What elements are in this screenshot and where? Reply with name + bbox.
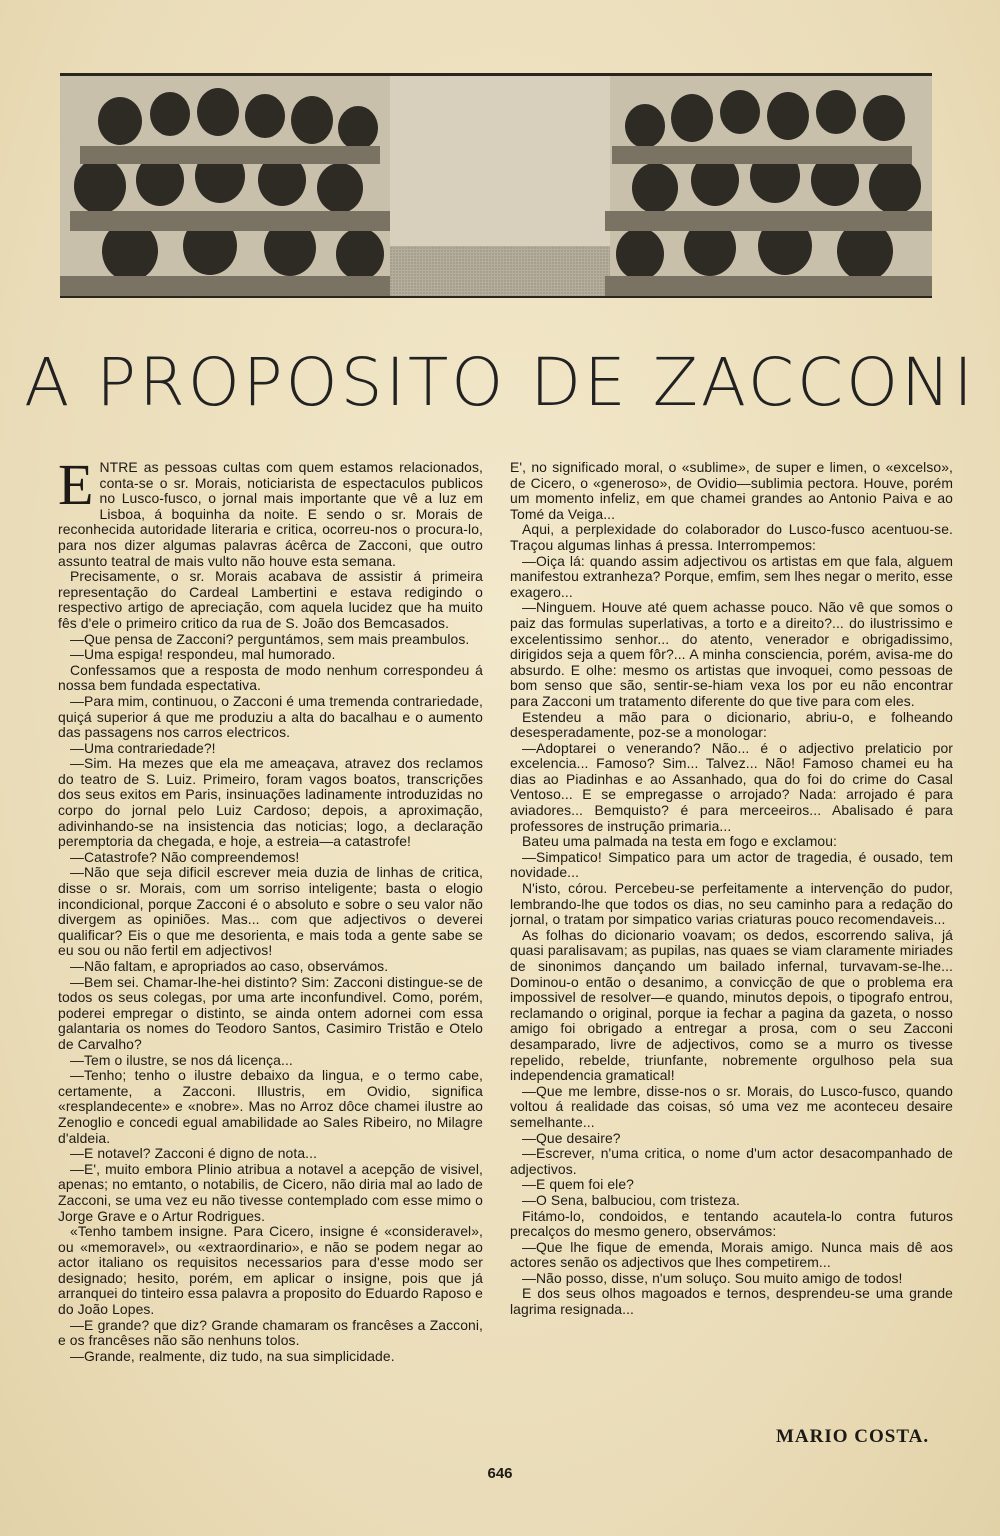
paragraph: —E notavel? Zacconi é digno de nota...: [70, 1145, 318, 1162]
theatre-audience-illustration: [60, 73, 932, 298]
paragraph: —Não posso, disse, n'um soluço. Sou muito amigo de todos!: [522, 1269, 903, 1286]
paragraph: —E', muito embora Plinio atribua a notavel a acepção de visivel, apenas; no emtanto, o notabilis, de Cicero, não diria mal ao lado de Zacconi, se uma vez eu não tivesse contemplado com esse mimo o Jorge Grave e o Artur Rodrigues.: [58, 1160, 483, 1224]
paragraph: —E quem foi ele?: [522, 1176, 635, 1193]
paragraph: —Que lhe fique de emenda, Morais amigo. Nunca mais dê aos actores senão os adjectivos que lhes competirem...: [510, 1238, 953, 1271]
paragraph: —Tem o ilustre, se nos dá licença...: [70, 1051, 293, 1068]
right-column: [510, 460, 953, 1460]
paragraph: Confessamos que a resposta de modo nenhum correspondeu á nossa bem fundada espectativa.: [58, 661, 483, 694]
drop-cap: E: [58, 460, 94, 517]
paragraph: —Oiça lá: quando assim adjectivou os artistas em que fala, alguem manifestou extranheza? Porque, emfim, sem lhes negar o merito, esse exagero...: [510, 552, 953, 600]
paragraph: —Não faltam, e apropriados ao caso, observámos.: [70, 958, 389, 974]
paragraph: Precisamente, o sr. Morais acabava de assistir á primeira representação do Cardeal Lambertini e estava redigindo o respectivo artigo de apreciação, com aquela lucidez que ha muito fês d'ele o primeiro critico da rua de S. João dos Bemcasados.: [58, 568, 483, 631]
left-column: [58, 460, 483, 1460]
paragraph: —Bem sei. Chamar-lhe-hei distinto? Sim: Zacconi distingue-se de todos os seus colegas, por uma arte inconfundivel. Como, porém, poderei empregar o distinto, se ainda ontem adornei com essa galantaria os nomes do Teodoro Santos, Casimiro Tristão e Otelo de Carvalho?: [58, 973, 483, 1052]
paragraph: «Tenho tambem insigne. Para Cicero, insigne é «consideravel», ou «memoravel», ou «extraordinario», e não se podem negar ao actor italiano os requisitos necessarios para d'esse modo ser designado; hesito, porém, em aplicar o insigne, pois que já arranquei do tinteiro essa palavra a proposito do Eduardo Raposo e do João Lopes.: [58, 1223, 483, 1318]
paragraph: —Para mim, continuou, o Zacconi é uma tremenda contrariedade, quiçá superior á que me produziu a alta do bacalhau e o aumento das passagens nos carros electricos.: [58, 692, 483, 741]
paragraph: As folhas do dicionario voavam; os dedos, escorrendo saliva, já quasi paralisavam; as pupilas, nas quaes se viam claramente miriades de sinonimos dançando um bailado infernal, turvavam-se-lhe... Dominou-o então o desanimo, a convicção de que o problema era impossivel de resolver—e quando, minutos depois, o tipografo entrou, reclamando o original, porque ia fechar a pagina da gazeta, o nosso amigo foi obrigado a entregar a prosa, com o seu Zacconi desamparado, livre de adjectivos, como se a murro os tivesse repelido, rebelde, triunfante, nobremente orgulhoso pela sua independencia gramatical!: [510, 926, 953, 1084]
paragraph: Aqui, a perplexidade do colaborador do Lusco-fusco acentuou-se. Traçou algumas linhas á pressa. Interrompemos:: [510, 521, 953, 553]
paragraph: —E grande? que diz? Grande chamaram os francêses a Zacconi, e os francêses não são nenhuns tolos.: [58, 1316, 483, 1349]
paragraph: E dos seus olhos magoados e ternos, desprendeu-se uma grande lagrima resignada...: [510, 1285, 953, 1318]
paragraph: N'isto, córou. Percebeu-se perfeitamente a intervenção do pudor, lembrando-lhe que todos os dias, no seu caminho para a redação do jornal, o tratam por simpatico varias criaturas pouco recomendaveis...: [510, 880, 953, 928]
paragraph: —Que desaire?: [522, 1129, 621, 1146]
paragraph: NTRE as pessoas cultas com quem estamos relacionados, conta-se o sr. Morais, noticiarista de espectaculos publicos no Lusco-fusco, o jornal mais importante que vê a luz em Lisboa, á boquinha da noite. E sendo o sr. Morais de reconhecida autoridade literaria e critica, ocorreu-nos o procura-lo, para nos dizer algumas palavras ácêrca de Zacconi, que outro assunto teatral de mais vulto não houve esta semana.: [58, 460, 483, 569]
paragraph: —Adoptarei o venerando? Não... é o adjectivo prelaticio por excelencia... Famoso? Sim... Talvez... Não! Famoso chamei eu ha dias ao Piadinhas e ao Assanhado, qua do foi do crime do Casal Ventoso... E se empregasse o arrojado? Nada: arrojado é para aviadores... Bemquisto? é para merceeiros... Abalisado é para professores de instrução primaria...: [510, 739, 953, 834]
paragraph: —Não que seja dificil escrever meia duzia de linhas de critica, disse o sr. Morais, com um sorriso inteligente; basta o elogio incondicional, porque Zacconi é o absoluto e sobre o seu valor não divergem as opiniões. Mas... com que adjectivos o deverei qualificar? Eis o que me desorienta, e mais toda a gente sabe se eu sou ou não fertil em adjectivos!: [58, 864, 483, 959]
paragraph: —Uma espiga! respondeu, mal humorado.: [70, 646, 336, 663]
paragraph: —Sim. Ha mezes que ela me ameaçava, atravez dos reclamos do teatro de S. Luiz. Primeiro, foram vagos boatos, transcrições dos seus exitos em Paris, insinuações ladinamente introduzidas no corpo do jornal pelo Luiz Cardoso; depois, a aproximação, adivinhando-se na insistencia das noticias; logo, a declaração peremptoria da chegada, e hoje, a estreia—a catastrofe!: [58, 755, 483, 850]
paragraph: —Grande, realmente, diz tudo, na sua simplicidade.: [70, 1347, 395, 1364]
paragraph: —Tenho; tenho o ilustre debaixo da lingua, e o termo cabe, certamente, a Zacconi. Illustris, em Ovidio, significa «resplandecente» e «nobre». Mas no Arroz dôce chamei ilustre ao Zenoglio e concedi egual amabilidade ao Sales Ribeiro, no Milagre d'aldeia.: [58, 1067, 483, 1146]
paragraph: E', no significado moral, o «sublime», de super e limen, o «excelso», de Cicero, o «generoso», de Ovidio—sublimia pectora. Houve, porém um momento infeliz, em que chamei grandes ao Antonio Paiva e ao Tomé da Veiga...: [510, 460, 953, 522]
author-signature: MARIO COSTA.: [776, 1426, 930, 1447]
paragraph: —Ninguem. Houve até quem achasse pouco. Não vê que somos o paiz das formulas superlativas, a torto e a direito?... do ilustrissimo e excelentissimo senhor... do atento, venerador e obrigadissimo, dirigidos seja a quem fôr?... A minha consciencia, porém, avisa-me do absurdo. E olhe: mesmo os artistas que invoquei, como pessoas de bom senso que são, sentir-se-hiam vexa los por eu não encontrar para Zacconi um tratamento diferente do que tive para com eles.: [510, 599, 953, 709]
paragraph: —Uma contrariedade?!: [70, 739, 216, 756]
paragraph: —Que me lembre, disse-nos o sr. Morais, do Lusco-fusco, quando voltou á realidade das coisas, só uma vez me aconteceu desaire semelhante...: [510, 1082, 953, 1130]
paragraph: —Catastrofe? Não compreendemos!: [70, 848, 300, 865]
paragraph: —O Sena, balbuciou, com tristeza.: [522, 1191, 740, 1208]
paragraph: —Simpatico! Simpatico para um actor de tragedia, é ousado, tem novidade...: [510, 848, 953, 881]
article-headline: A PROPOSITO DE ZACCONI: [24, 344, 976, 421]
paragraph: —Escrever, n'uma critica, o nome d'um actor desacompanhado de adjectivos.: [510, 1145, 953, 1177]
page-number: 646: [487, 1465, 513, 1482]
paragraph: Estendeu a mão para o dicionario, abriu-o, e folheando desesperadamente, poz-se a monologar:: [510, 708, 953, 741]
article-body: [58, 460, 953, 1470]
paragraph: Bateu uma palmada na testa em fogo e exclamou:: [522, 833, 838, 850]
paragraph: —Que pensa de Zacconi? perguntámos, sem mais preambulos.: [70, 630, 470, 647]
paragraph: Fitámo-lo, condoidos, e tentando acautela-lo contra futuros precalços do mesmo genero, observámos:: [510, 1207, 953, 1240]
